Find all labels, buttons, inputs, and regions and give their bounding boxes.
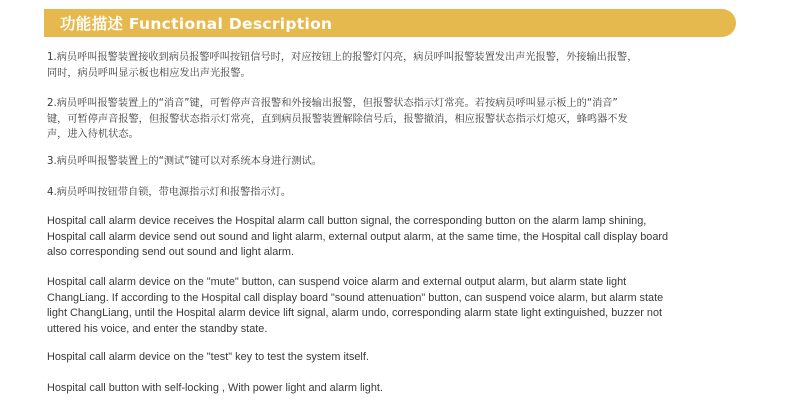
cn-paragraph-4: 4.病员呼叫按钮带自锁，带电源指示灯和报警指示灯。 [47,187,292,198]
section-title: 功能描述 Functional Description [60,15,333,33]
cn-paragraph-1: 1.病员呼叫报警装置接收到病员报警呼叫按钮信号时，对应按钮上的报警灯闪亮，病员呼叫报警装置发出声光报警，外接输出报警， 同时，病员呼叫显示板也相应发出声光报警。 [47,52,638,79]
cn-paragraph-3: 3.病员呼叫报警装置上的“测试”键可以对系统本身进行测试。 [47,156,322,167]
en-paragraph-2: Hospital call alarm device on the "mute" button, can suspend voice alarm and external output alarm, but alarm state light ChangLiang. If according to the Hospital call display board "sound attenuation" button, can suspend voice alarm, but alarm state light ChangLiang, until the Hospital alarm device lift signal, alarm undo, corresponding alarm state light extinguished, buzzer not uttered his voice, and enter the standby state. [47,276,664,335]
en-paragraph-3: Hospital call alarm device on the "test" key to test the system itself. [47,351,369,363]
section-header-bar [44,9,736,37]
en-paragraph-1: Hospital call alarm device receives the Hospital alarm call button signal, the corresponding button on the alarm lamp shining, Hospital call alarm device send out sound and light alarm, external output alarm, at the same time, the Hospital call display board also corresponding send out sound and light alarm. [47,215,669,259]
cn-paragraph-2: 2.病员呼叫报警装置上的“消音”键，可暂停声音报警和外接输出报警，但报警状态指示灯常亮。若按病员呼叫显示板上的“消音” 键，可暂停声音报警，但报警状态指示灯常亮，直到病员报警装置解除信号后，报警撤消，相应报警状态指示灯熄灭，蜂鸣器不发 声，进入待机状态。 [47,98,628,140]
en-paragraph-4: Hospital call button with self-locking , With power light and alarm light. [47,382,383,394]
